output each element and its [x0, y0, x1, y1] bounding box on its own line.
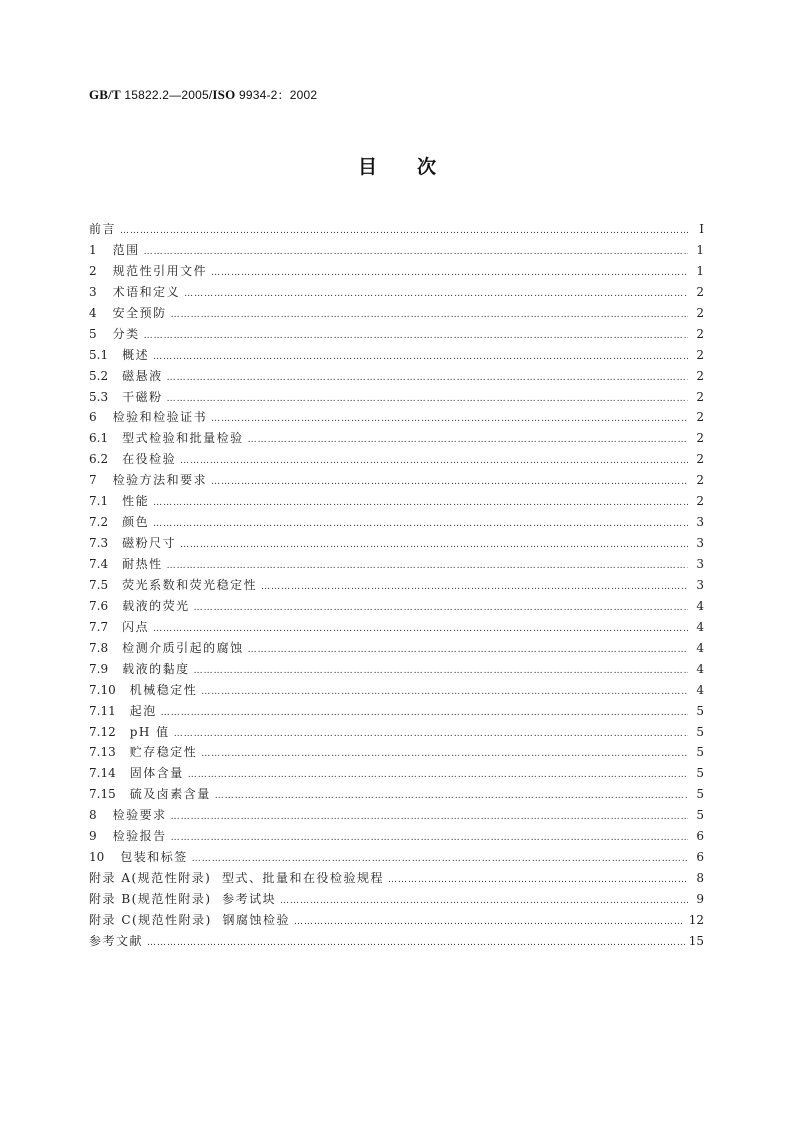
dot-leader [261, 577, 688, 598]
dot-leader [211, 409, 688, 430]
toc-entry-number: 7.9 [89, 661, 109, 676]
dot-leader [171, 807, 688, 828]
toc-entry-page: 3 [696, 515, 704, 530]
dot-leader [167, 556, 688, 577]
toc-entry[interactable] [89, 931, 704, 952]
page-title: 目次 [357, 156, 476, 178]
toc-entry-page: 2 [696, 284, 704, 299]
toc-entry-page: 5 [696, 787, 704, 802]
dot-leader [215, 786, 688, 807]
toc-entry[interactable] [89, 742, 704, 763]
toc-entry-number: 5.3 [89, 389, 109, 404]
toc-entry-page: 5 [696, 745, 704, 760]
dot-leader [188, 765, 688, 786]
dot-leader [171, 305, 688, 326]
dot-leader [144, 326, 688, 347]
toc-entry-label: 贮存稳定性 [129, 745, 198, 760]
toc-entry-page: 2 [696, 389, 704, 404]
toc-entry-label: 检验要求 [112, 808, 167, 823]
toc-entry[interactable] [89, 345, 704, 366]
toc-entry[interactable] [89, 219, 704, 240]
toc-entry[interactable] [89, 910, 704, 931]
toc-entry-page: 6 [696, 850, 704, 865]
toc-entry[interactable] [89, 282, 704, 303]
dot-leader [194, 598, 688, 619]
standard-prefix: GB/T [89, 87, 121, 102]
toc-entry-page: 2 [696, 452, 704, 467]
toc-entry[interactable] [89, 387, 704, 408]
toc-entry-label: 颜色 [122, 515, 150, 530]
toc-entry-page: 4 [696, 661, 704, 676]
toc-entry[interactable] [89, 449, 704, 470]
toc-entry[interactable] [89, 491, 704, 512]
toc-entry-label: 检验和检验证书 [112, 410, 208, 425]
dot-leader [294, 912, 685, 933]
toc-entry-number: 7.2 [89, 515, 109, 530]
toc-entry-page: 4 [696, 640, 704, 655]
toc-entry-number: 6.1 [89, 431, 109, 446]
toc-entry-number: 7.12 [89, 724, 116, 739]
toc-entry-number: 7.10 [89, 682, 116, 697]
toc-entry-number: 7.13 [89, 745, 116, 760]
toc-entry-number: 3 [89, 284, 97, 299]
toc-entry-label: 起泡 [129, 703, 157, 718]
toc-entry-number: 7.8 [89, 640, 109, 655]
toc-entry-label: 检验报告 [112, 829, 167, 844]
dot-leader [248, 640, 688, 661]
dot-leader [147, 933, 685, 954]
toc-entry-page: 1 [696, 242, 704, 257]
toc-entry[interactable] [89, 784, 704, 805]
toc-entry-page: 9 [696, 892, 704, 906]
toc-entry[interactable] [89, 826, 704, 847]
toc-entry-page: 6 [696, 829, 704, 844]
toc-entry-label: 概述 [122, 347, 150, 362]
toc-entry-number: 7.6 [89, 598, 109, 613]
toc-entry-page: 1 [696, 263, 704, 278]
toc-entry-page: 2 [696, 347, 704, 362]
toc-entry[interactable] [89, 868, 704, 889]
dot-leader [192, 849, 688, 870]
toc-entry-number: 7.5 [89, 577, 109, 592]
toc-entry[interactable] [89, 638, 704, 659]
toc-entry-page: 4 [696, 682, 704, 697]
toc-entry-number: 5.2 [89, 368, 109, 383]
toc-entry-page: I [699, 222, 704, 236]
toc-entry-number: 5 [89, 326, 97, 341]
dot-leader [120, 221, 688, 242]
dot-leader [167, 368, 688, 389]
toc-entry-label: 型式检验和批量检验 [122, 431, 244, 446]
toc-entry-page: 3 [696, 557, 704, 571]
toc-entry[interactable] [89, 659, 704, 680]
toc-entry[interactable] [89, 303, 704, 324]
toc-entry-number: 7 [89, 473, 97, 488]
toc-entry[interactable] [89, 763, 704, 784]
dot-leader [180, 535, 688, 556]
toc-entry-page: 15 [688, 933, 704, 948]
dot-leader [180, 451, 688, 472]
dot-leader [171, 828, 688, 849]
toc-entry-label: 检验方法和要求 [112, 473, 208, 488]
toc-entry[interactable] [89, 470, 704, 491]
dot-leader [167, 389, 688, 410]
toc-entry-page: 5 [696, 766, 704, 781]
toc-entry-page: 5 [696, 703, 704, 718]
toc-entry-label: 前言 [89, 222, 117, 236]
toc-entry-page: 2 [696, 473, 704, 488]
toc-entry-number: 7.4 [89, 557, 109, 571]
toc-entry-label: 耐热性 [122, 557, 163, 571]
toc-entry-number: 1 [89, 242, 97, 257]
toc-entry[interactable] [89, 617, 704, 638]
dot-leader [161, 703, 688, 724]
dot-leader [211, 472, 688, 493]
toc-entry-page: 2 [696, 410, 704, 425]
toc-entry-label: 荧光系数和荧光稳定性 [122, 577, 258, 592]
toc-entry-page: 4 [696, 619, 704, 634]
standard-number: 15822.2—2005/ [120, 88, 213, 102]
toc-entry[interactable] [89, 596, 704, 617]
toc-entry-page: 2 [696, 305, 704, 320]
dot-leader [201, 744, 688, 765]
toc-entry-page: 2 [696, 368, 704, 383]
toc-entry-label: 载液的荧光 [122, 598, 190, 613]
toc-entry-page: 4 [696, 598, 704, 613]
toc-entry[interactable] [89, 805, 704, 826]
toc-entry-number: 7.11 [89, 703, 116, 718]
toc-entry[interactable] [89, 512, 704, 533]
toc-entry-number: 7.14 [89, 766, 116, 781]
toc-entry-label: 闪点 [122, 619, 150, 634]
toc-entry-label: 在役检验 [122, 452, 177, 467]
toc-entry-page: 2 [696, 494, 704, 509]
toc-entry-number: 6.2 [89, 452, 109, 467]
toc-entry-label: pH 值 [129, 724, 170, 739]
toc-entry-label: 范围 [112, 242, 140, 257]
toc-entry[interactable] [89, 407, 704, 428]
dot-leader [388, 870, 688, 891]
toc-entry-label: 附录 B(规范性附录) 参考试块 [89, 892, 277, 906]
document-header [89, 86, 317, 103]
toc-entry-label: 附录 C(规范性附录) 钢腐蚀检验 [89, 912, 290, 927]
dot-leader [201, 682, 688, 703]
toc-entry[interactable] [89, 680, 704, 701]
toc-entry-number: 2 [89, 263, 97, 278]
toc-entry-page: 2 [696, 431, 704, 446]
toc-entry-number: 9 [89, 829, 97, 844]
dot-leader [211, 263, 688, 284]
dot-leader [194, 661, 688, 682]
toc-entry-label: 干磁粉 [122, 389, 163, 404]
toc-entry[interactable] [89, 428, 704, 449]
toc-entry-label: 包装和标签 [120, 850, 188, 865]
toc-entry[interactable] [89, 889, 704, 910]
iso-number: 9934-2：2002 [235, 88, 318, 102]
table-of-contents [89, 219, 704, 952]
toc-entry-label: 检测介质引起的腐蚀 [122, 640, 244, 655]
toc-entry-label: 分类 [112, 326, 140, 341]
toc-entry-label: 机械稳定性 [129, 682, 198, 697]
toc-entry-page: 3 [696, 577, 704, 592]
toc-entry[interactable] [89, 261, 704, 282]
toc-entry[interactable] [89, 575, 704, 596]
dot-leader [153, 347, 688, 368]
toc-entry-label: 磁悬液 [122, 368, 163, 383]
toc-entry-page: 12 [688, 912, 704, 927]
toc-entry-number: 7.1 [89, 494, 109, 509]
toc-entry-number: 5.1 [89, 347, 109, 362]
toc-entry-label: 规范性引用文件 [112, 263, 208, 278]
iso-prefix: ISO [212, 87, 236, 102]
toc-entry-number: 7.15 [89, 787, 116, 802]
toc-entry[interactable] [89, 533, 704, 554]
toc-entry[interactable] [89, 847, 704, 868]
toc-entry[interactable] [89, 722, 704, 743]
toc-entry-number: 4 [89, 305, 97, 320]
dot-leader [184, 284, 688, 305]
dot-leader [153, 493, 688, 514]
dot-leader [144, 242, 688, 263]
toc-entry-label: 磁粉尺寸 [122, 536, 177, 551]
toc-entry-number: 7.7 [89, 619, 109, 634]
toc-entry[interactable] [89, 701, 704, 722]
toc-entry-number: 7.3 [89, 536, 109, 551]
toc-entry-label: 载液的黏度 [122, 661, 190, 676]
toc-entry-label: 安全预防 [112, 305, 167, 320]
dot-leader [280, 891, 688, 912]
toc-entry-page: 8 [696, 871, 704, 886]
toc-entry-label: 参考文献 [89, 933, 144, 948]
toc-entry[interactable] [89, 324, 704, 345]
toc-entry[interactable] [89, 366, 704, 387]
dot-leader [174, 724, 688, 745]
dot-leader [248, 430, 688, 451]
toc-entry[interactable] [89, 240, 704, 261]
toc-entry-label: 术语和定义 [112, 284, 181, 299]
dot-leader [153, 619, 688, 640]
toc-entry-page: 2 [696, 326, 704, 341]
toc-entry-label: 固体含量 [129, 766, 184, 781]
dot-leader [153, 514, 688, 535]
toc-entry[interactable] [89, 554, 704, 575]
toc-entry-page: 5 [696, 808, 704, 823]
toc-entry-number: 8 [89, 808, 97, 823]
toc-entry-page: 5 [696, 724, 704, 739]
toc-entry-number: 10 [89, 850, 105, 865]
toc-entry-label: 硫及卤素含量 [129, 787, 211, 802]
toc-entry-number: 6 [89, 410, 97, 425]
toc-entry-label: 性能 [122, 494, 150, 509]
toc-entry-page: 3 [696, 536, 704, 551]
toc-entry-label: 附录 A(规范性附录) 型式、批量和在役检验规程 [89, 871, 384, 886]
